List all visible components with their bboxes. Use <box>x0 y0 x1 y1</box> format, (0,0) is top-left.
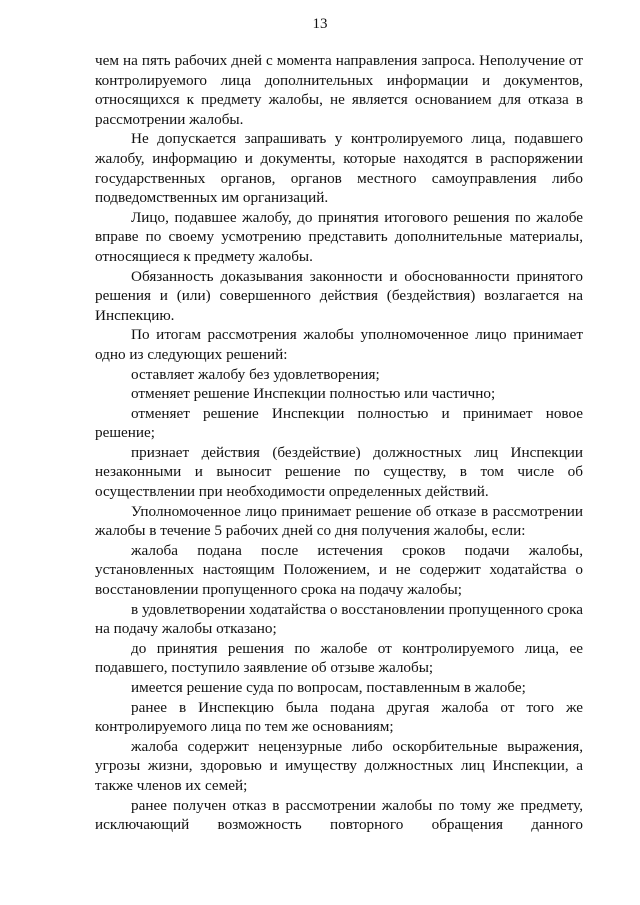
list-item: оставляет жалобу без удовлетворения; <box>131 365 380 383</box>
document-body <box>95 51 583 835</box>
list-item: жалоба подана после истечения сроков подачи жалобы, установленных настоящим Положением, и не содержит ходатайства о восстановлении пропущенного срока на подачу жалобы; <box>95 541 583 599</box>
list-item: имеется решение суда по вопросам, поставленным в жалобе; <box>131 679 526 696</box>
page-number: 13 <box>312 16 328 32</box>
list-item: ранее в Инспекцию была подана другая жалоба от того же контролируемого лица по тем же основаниям; <box>95 698 583 736</box>
paragraph: чем на пять рабочих дней с момента направления запроса. Неполучение от контролируемого лица дополнительных информации и документов, относящихся к предмету жалобы, не является основанием для отказа в рассмотрении жалобы. <box>95 52 583 128</box>
list-item: отменяет решение Инспекции полностью и принимает новое решение; <box>95 404 583 442</box>
list-item: ранее получен отказ в рассмотрении жалобы по тому же предмету, исключающий возможность повторного обращения данного <box>95 796 583 834</box>
paragraph: Лицо, подавшее жалобу, до принятия итогового решения по жалобе вправе по своему усмотрению представить дополнительные материалы, относящиеся к предмету жалобы. <box>95 208 583 265</box>
list-item: признает действия (бездействие) должностных лиц Инспекции незаконными и выносит решение по существу, в том числе об осуществлении при необходимости определенных действий. <box>95 443 583 501</box>
paragraph: Уполномоченное лицо принимает решение об отказе в рассмотрении жалобы в течение 5 рабочих дней со дня получения жалобы, если: <box>95 502 583 540</box>
list-item: жалоба содержит нецензурные либо оскорбительные выражения, угрозы жизни, здоровью и имуществу должностных лиц Инспекции, а также членов их семей; <box>95 737 583 794</box>
list-item: до принятия решения по жалобе от контролируемого лица, ее подавшего, поступило заявление об отзыве жалобы; <box>95 639 583 677</box>
paragraph: По итогам рассмотрения жалобы уполномоченное лицо принимает одно из следующих решений: <box>95 326 583 363</box>
paragraph: Обязанность доказывания законности и обоснованности принятого решения и (или) совершенного действия (бездействия) возлагается на Инспекцию. <box>95 267 583 324</box>
list-item: в удовлетворении ходатайства о восстановлении пропущенного срока на подачу жалобы отказано; <box>95 600 583 638</box>
paragraph: Не допускается запрашивать у контролируемого лица, подавшего жалобу, информацию и документы, которые находятся в распоряжении государственных органов, органов местного самоуправления либо подведомственных им организаций. <box>95 130 583 207</box>
list-item: отменяет решение Инспекции полностью или частично; <box>131 385 496 403</box>
